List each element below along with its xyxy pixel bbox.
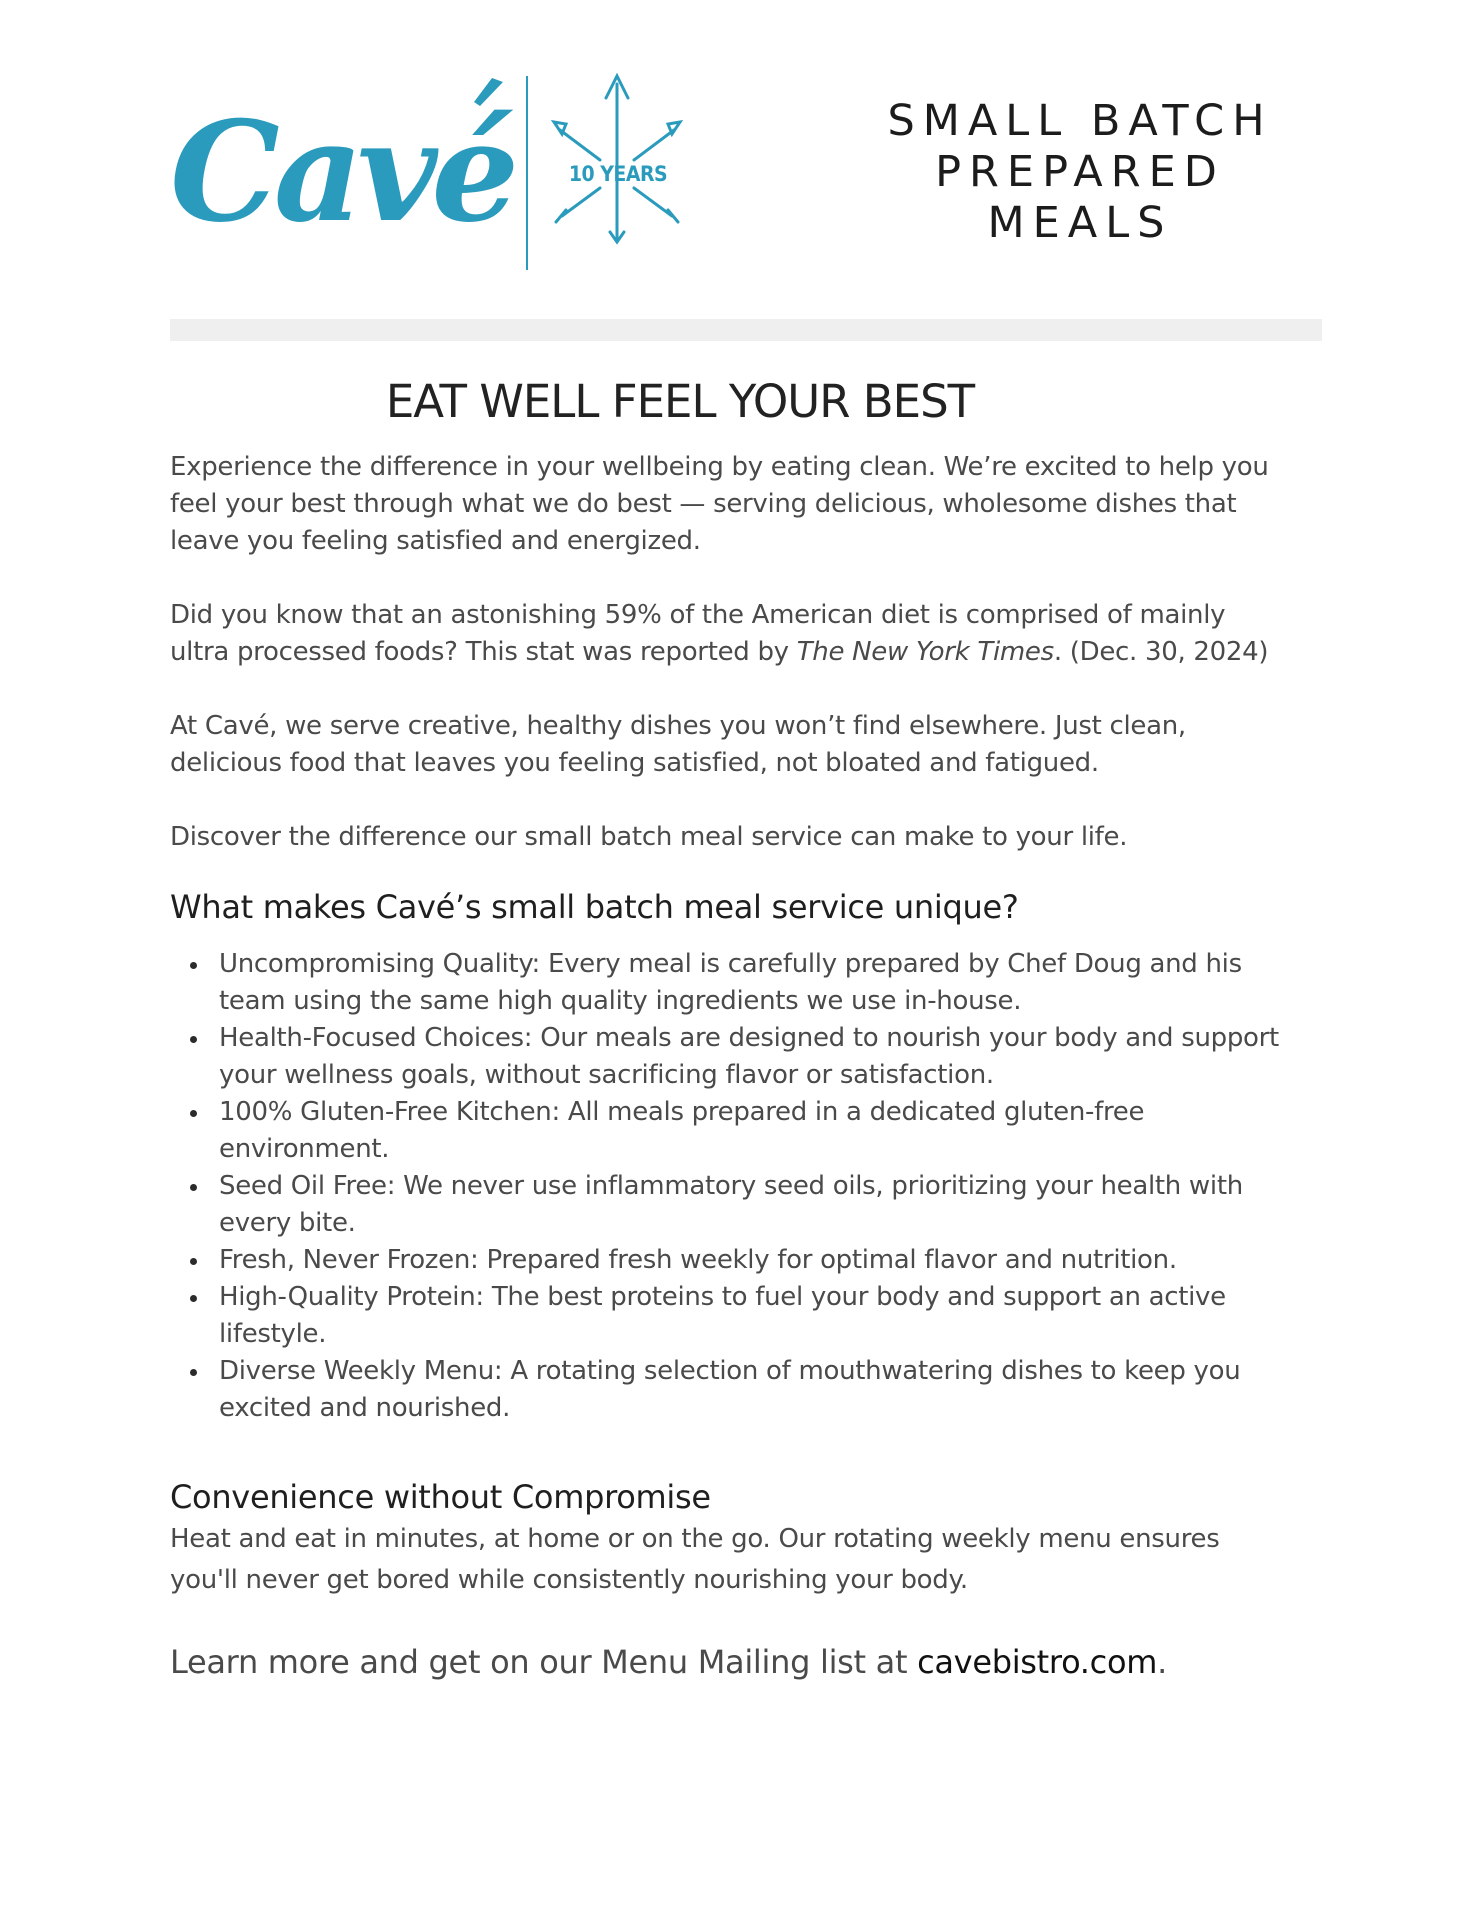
cta-line <box>170 1640 1290 1684</box>
feature-text: Health-Focused Choices: Our meals are designed to nourish your body and support your wellness goals, without sacrificing flavor or satisfaction. <box>219 1023 1279 1090</box>
convenience-text: Heat and eat in minutes, at home or on the go. Our rotating weekly menu ensures you'll never get bored while consistently nourishing your body. <box>170 1524 1220 1595</box>
feature-list <box>170 946 1290 1427</box>
feature-text: Fresh, Never Frozen: Prepared fresh weekly for optimal flavor and nutrition. <box>219 1245 1177 1275</box>
feature-item <box>170 1094 1290 1168</box>
stat-paragraph <box>170 597 1290 671</box>
convenience-heading: Convenience without Compromise <box>170 1478 711 1516</box>
feature-text: High-Quality Protein: The best proteins to fuel your body and support an active lifestyle. <box>219 1282 1226 1349</box>
page-title: EAT WELL FEEL YOUR BEST <box>385 375 975 428</box>
source-name: The New York Times <box>796 637 1054 667</box>
convenience-section <box>170 1475 1290 1601</box>
brand-logo <box>170 70 690 280</box>
feature-item <box>170 1168 1290 1242</box>
bullet-icon <box>190 1295 197 1302</box>
bullet-icon <box>190 1369 197 1376</box>
stat-text: Did you know that an astonishing 59% of the American diet is comprised of mainly ultra processed foods? This stat was reported by <box>170 600 1226 667</box>
bullet-icon <box>190 1184 197 1191</box>
unique-heading: What makes Cavé’s small batch meal service unique? <box>170 888 1019 926</box>
stat-date: . (Dec. 30, 2024) <box>1053 637 1269 667</box>
feature-item <box>170 1279 1290 1353</box>
tagline-line: SMALL BATCH <box>887 96 1273 146</box>
about-paragraph: At Cavé, we serve creative, healthy dishes you won’t find elsewhere. Just clean, delicious food that leaves you feeling satisfied, not bloated and fatigued. <box>170 711 1186 778</box>
logo-wordmark: Cavé <box>170 90 514 253</box>
tagline <box>860 96 1300 249</box>
cta-end: . <box>1157 1643 1167 1681</box>
feature-text: Seed Oil Free: We never use inflammatory seed oils, prioritizing your health with every bite. <box>219 1171 1243 1238</box>
bullet-icon <box>190 1110 197 1117</box>
bullet-icon <box>190 962 197 969</box>
cave-logo-graphic <box>170 70 690 280</box>
intro-paragraph: Experience the difference in your wellbeing by eating clean. We’re excited to help you feel your best through what we do best — serving delicious, wholesome dishes that leave you feeling satisfied and energized. <box>170 452 1269 556</box>
feature-text: Diverse Weekly Menu: A rotating selection of mouthwatering dishes to keep you excited and nourished. <box>219 1356 1241 1423</box>
content-body <box>170 449 1290 1684</box>
feature-item <box>170 1242 1290 1279</box>
tagline-line: MEALS <box>987 198 1173 248</box>
tagline-line: PREPARED <box>935 147 1225 197</box>
cta-text: Learn more and get on our Menu Mailing list at <box>170 1643 918 1681</box>
bullet-icon <box>190 1258 197 1265</box>
discover-paragraph: Discover the difference our small batch meal service can make to your life. <box>170 822 1128 852</box>
feature-item <box>170 1020 1290 1094</box>
website-link[interactable]: cavebistro.com <box>917 1643 1158 1681</box>
bullet-icon <box>190 1036 197 1043</box>
header-divider <box>170 319 1322 341</box>
feature-text: Uncompromising Quality: Every meal is carefully prepared by Chef Doug and his team using the same high quality ingredients we use in-house. <box>219 949 1242 1016</box>
feature-item <box>170 946 1290 1020</box>
feature-item <box>170 1353 1290 1427</box>
arrows-emblem-icon <box>554 76 680 242</box>
feature-text: 100% Gluten-Free Kitchen: All meals prepared in a dedicated gluten-free environment. <box>219 1097 1145 1164</box>
anniversary-badge: 10 YEARS <box>568 162 668 186</box>
